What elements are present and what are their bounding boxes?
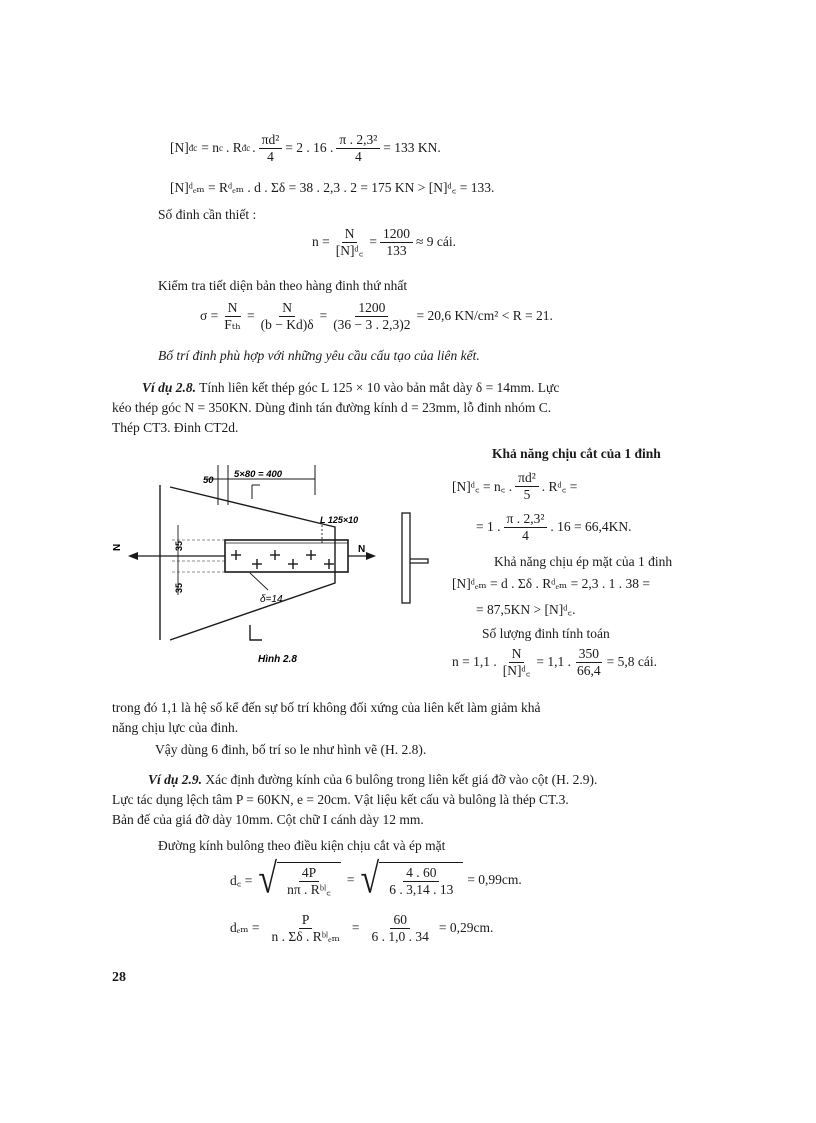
formula-shear-capacity: [N] đ c = n c . R đ c . $\frac{\text{πd²}}{4}$ = 2 . 16 . $\frac{\text{π . 2,3²}}{4}$ = 133 KN. bbox=[170, 132, 441, 164]
f1-lhs: [N] bbox=[170, 140, 189, 156]
bearing-eq2: = 87,5KN > [N]ᵈ꜀. bbox=[476, 602, 576, 617]
label-angle: L 125×10 bbox=[320, 515, 359, 525]
rivets bbox=[231, 550, 334, 569]
formula-bearing-capacity: [N]ᵈₑₘ = Rᵈₑₘ . d . Σδ = 38 . 2,3 . 2 = 175 KN > [N]ᵈ꜀ = 133. bbox=[170, 180, 495, 195]
example-2-8-label: Ví dụ 2.8. bbox=[142, 380, 197, 395]
so-luong-label: Số lượng đinh tính toán bbox=[482, 626, 610, 641]
example-2-8-intro: Ví dụ 2.8. Tính liên kết thép góc L 125 × 10 vào bản mắt dày δ = 14mm. Lực kéo thép góc N = 350KN. Dùng đinh tán đường kính d = 23mm, lỗ đinh nhóm C. Thép CT3. Đinh CT2d. bbox=[112, 380, 560, 435]
bolt-diameter-bearing-eq: dₑₘ = $\frac{P}{\text{n . Σδ . Rᵇˡₑₘ}}$ = $\frac{60}{6 . 1,0 . 34}$ = 0,29cm. bbox=[230, 912, 494, 944]
duong-kinh-label: Đường kính bulông theo điều kiện chịu cắt và ép mặt bbox=[158, 838, 446, 853]
dim-35-bottom: 35 bbox=[174, 582, 184, 593]
shear-capacity-eq1: [N]ᵈ꜀ = n꜀ . $\frac{\text{πd²}}{5}$ . Rᵈ꜀ = bbox=[452, 470, 578, 502]
dim-50: 50 bbox=[203, 475, 214, 486]
section-view bbox=[402, 513, 428, 603]
label-N-right: N bbox=[358, 544, 366, 555]
label-delta: δ=14 bbox=[260, 594, 283, 605]
shear-capacity-eq2: = 1 . $\frac{\text{π . 2,3²}}{4}$ . 16 = 66,4KN. bbox=[476, 511, 632, 543]
formula-rivet-count: n = $\frac{N}{\text{[N]ᵈ꜀}}$ = $\frac{1200}{133}$ ≈ 9 cái. bbox=[312, 226, 457, 258]
bearing-eq1: [N]ᵈₑₘ = d . Σδ . Rᵈₑₘ = 2,3 . 1 . 38 = bbox=[452, 576, 650, 591]
dim-5x80: 5×80 = 400 bbox=[234, 469, 283, 480]
bo-tri-text: Bố trí đinh phù hợp với những yêu cầu cấu tạo của liên kết. bbox=[158, 348, 480, 363]
f1-frac1: $\frac{\text{πd²}}{4}$ bbox=[259, 132, 283, 164]
example-2-9-intro: Ví dụ 2.9. Xác định đường kính của 6 bulông trong liên kết giá đỡ vào cột (H. 2.9). Lực tác dụng lệch tâm P = 60KN, e = 20cm. Vật liệu kết cấu và bulông là thép CT.3. Bản đế của giá đỡ dày 10mm. Cột chữ I cánh dày 12 mm. bbox=[112, 772, 598, 827]
so-dinh-label: Số đinh cần thiết : bbox=[158, 207, 257, 222]
example-2-9-label: Ví dụ 2.9. bbox=[148, 772, 203, 787]
trong-do-paragraph: trong đó 1,1 là hệ số kể đến sự bố trí không đối xứng của liên kết làm giảm khả năng chịu lực của đinh. bbox=[112, 700, 541, 735]
page-number: 28 bbox=[112, 970, 126, 985]
kiem-tra-text: Kiểm tra tiết diện bản theo hàng đinh thứ nhất bbox=[158, 278, 408, 293]
vay-dung-text: Vậy dùng 6 đinh, bố trí so le như hình vẽ (H. 2.8). bbox=[155, 742, 427, 757]
figure-caption: Hình 2.8 bbox=[258, 654, 297, 665]
figure-2-8 bbox=[110, 455, 450, 670]
rivet-count-eq: n = 1,1 . $\frac{N}{\text{[N]ᵈ꜀}}$ = 1,1 . $\frac{350}{66,4}$ = 5,8 cái. bbox=[452, 646, 657, 678]
kha-nang-cat-label: Khả năng chịu cắt của 1 đinh bbox=[492, 446, 661, 461]
bolt-diameter-shear-eq: d꜀ = √ $\frac{4P}{\text{nπ . Rᵇˡ꜀}}$ = √ $\frac{4 . 60}{6 . 3,14 . 13}$ = 0,99cm. bbox=[230, 855, 522, 903]
kha-nang-ep-label: Khả năng chịu ép mặt của 1 đinh bbox=[494, 554, 673, 569]
label-N-left: N bbox=[112, 543, 123, 551]
dim-35-top: 35 bbox=[174, 540, 184, 551]
f1-frac2: $\frac{\text{π . 2,3²}}{4}$ bbox=[336, 132, 380, 164]
formula-stress-check: σ = $\frac{N}{\text{Fₜₕ}}$ = $\frac{N}{(b - Kd)\delta}$ = $\frac{1200}{(36 - 3 . 2,3)2}$ = 20,6 KN/cm² < R = 21. bbox=[200, 300, 553, 332]
